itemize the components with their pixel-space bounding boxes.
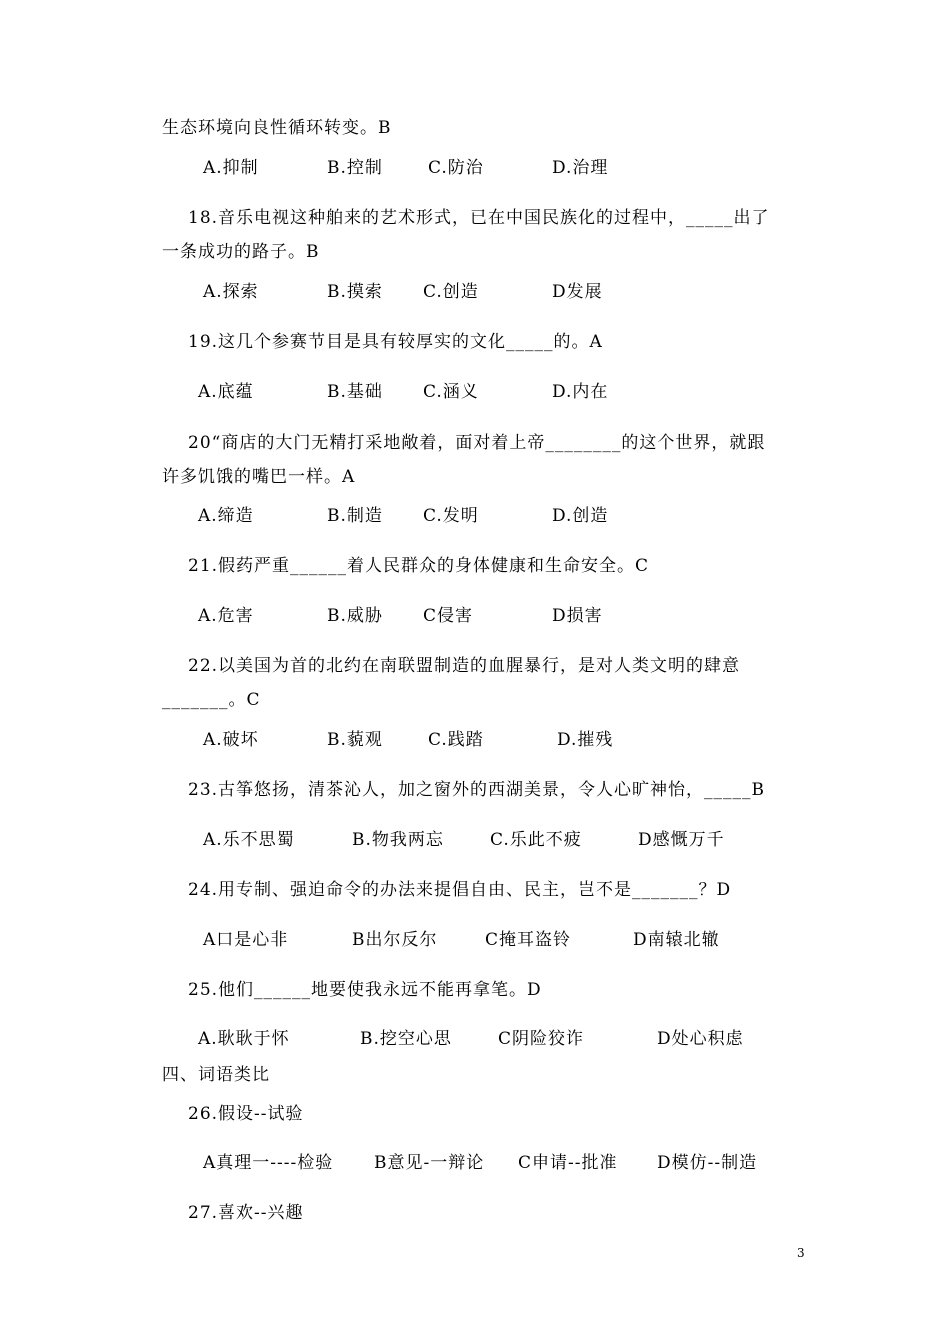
option-d: D南辕北辙 [633,930,720,950]
option-a: A.破坏 [203,730,259,750]
option-d: D.摧残 [557,730,614,750]
option-d: D处心积虑 [657,1029,744,1049]
option-a: A.探索 [203,282,259,302]
question-20: 20“商店的大门无精打采地敞着，面对着上帝________的这个世界，就跟 [188,433,766,453]
question-23: 23.古筝悠扬，清茶沁人，加之窗外的西湖美景，令人心旷神怡，_____B [188,780,766,800]
option-c: C申请--批准 [518,1153,618,1173]
option-d: D.创造 [552,506,609,526]
option-b: B出尔反尔 [352,930,438,950]
option-b: B.挖空心思 [360,1029,452,1049]
section-heading: 四、词语类比 [162,1065,270,1085]
option-b: B.基础 [327,382,383,402]
question-20-cont: 许多饥饿的嘴巴一样。A [162,467,356,487]
option-b: B.控制 [327,158,383,178]
option-c: C.发明 [423,506,479,526]
option-c: C.涵义 [423,382,479,402]
option-c: C.防治 [428,158,484,178]
page-number: 3 [797,1246,805,1260]
option-d: D损害 [552,606,603,626]
question-18: 18.音乐电视这种舶来的艺术形式，已在中国民族化的过程中，_____出了 [188,208,770,228]
question-19: 19.这几个参赛节目是具有较厚实的文化_____的。A [188,332,603,352]
option-c: C侵害 [423,606,474,626]
option-c: C阴险狡诈 [498,1029,585,1049]
option-d: D模仿--制造 [657,1153,758,1173]
option-a: A.抑制 [203,158,259,178]
option-a: A.缔造 [198,506,254,526]
option-b: B意见-一辩论 [374,1153,485,1173]
question-27: 27.喜欢--兴趣 [188,1203,304,1223]
option-a: A.耿耿于怀 [198,1029,290,1049]
text-line: 生态环境向良性循环转变。B [162,118,392,138]
question-18-cont: 一条成功的路子。B [162,242,320,262]
option-c: C掩耳盗铃 [485,930,572,950]
question-22: 22.以美国为首的北约在南联盟制造的血腥暴行，是对人类文明的肆意 [188,656,741,676]
option-a: A.底蕴 [198,382,254,402]
option-a: A.危害 [198,606,254,626]
option-d: D感慨万千 [638,830,725,850]
question-24: 24.用专制、强迫命令的办法来提倡自由、民主，岂不是_______？D [188,880,732,900]
question-22-cont: _______。C [162,690,261,710]
question-21: 21.假药严重______着人民群众的身体健康和生命安全。C [188,556,650,576]
question-26: 26.假设--试验 [188,1104,304,1124]
option-c: C.践踏 [428,730,484,750]
option-a: A.乐不思蜀 [203,830,295,850]
option-b: B.藐观 [327,730,383,750]
option-a: A真理一----检验 [203,1153,334,1173]
option-d: D.治理 [552,158,609,178]
option-d: D发展 [552,282,603,302]
option-b: B.威胁 [327,606,383,626]
option-b: B.物我两忘 [352,830,444,850]
question-25: 25.他们______地要使我永远不能再拿笔。D [188,980,542,1000]
option-b: B.摸索 [327,282,383,302]
option-a: A口是心非 [203,930,289,950]
option-b: B.制造 [327,506,383,526]
option-d: D.内在 [552,382,609,402]
option-c: C.创造 [423,282,479,302]
option-c: C.乐此不疲 [490,830,582,850]
